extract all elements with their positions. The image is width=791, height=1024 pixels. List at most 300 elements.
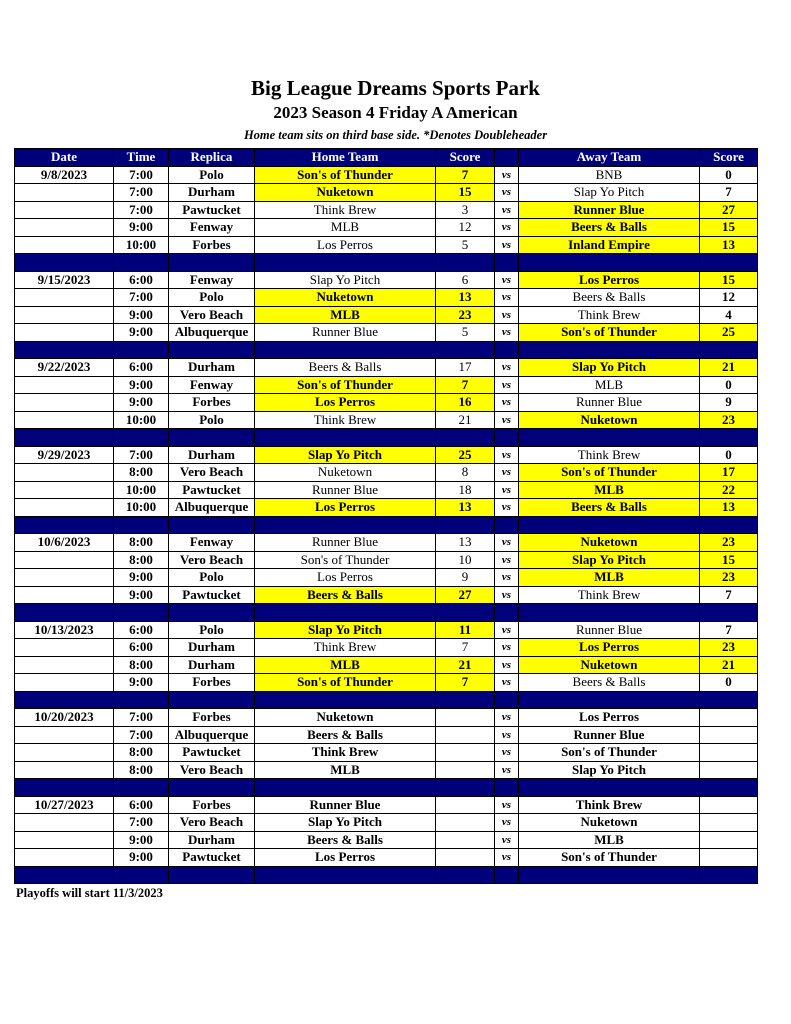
game-date — [15, 744, 114, 762]
away-team: Nuketown — [519, 411, 700, 429]
game-date — [15, 499, 114, 517]
game-date — [15, 639, 114, 657]
game-time: 8:00 — [114, 656, 169, 674]
away-score — [700, 744, 758, 762]
table-row — [15, 271, 758, 289]
home-score: 7 — [436, 674, 495, 692]
game-time: 6:00 — [114, 621, 169, 639]
away-team: Los Perros — [519, 709, 700, 727]
away-score: 0 — [700, 376, 758, 394]
vs-label: vs — [495, 586, 519, 604]
game-replica: Fenway — [169, 219, 255, 237]
table-row — [15, 621, 758, 639]
game-time: 9:00 — [114, 219, 169, 237]
vs-label: vs — [495, 289, 519, 307]
away-score: 27 — [700, 201, 758, 219]
game-date — [15, 569, 114, 587]
table-row — [15, 359, 758, 377]
game-replica: Vero Beach — [169, 814, 255, 832]
separator-cell — [700, 691, 758, 709]
col-header-away-score: Score — [700, 149, 758, 167]
game-date: 10/27/2023 — [15, 796, 114, 814]
game-time: 7:00 — [114, 289, 169, 307]
vs-label: vs — [495, 499, 519, 517]
away-team: Son's of Thunder — [519, 849, 700, 867]
home-team: Los Perros — [255, 849, 436, 867]
vs-label: vs — [495, 761, 519, 779]
away-score: 15 — [700, 271, 758, 289]
away-score: 0 — [700, 446, 758, 464]
table-row — [15, 376, 758, 394]
home-team: Los Perros — [255, 394, 436, 412]
separator-cell — [15, 254, 114, 272]
away-team: Son's of Thunder — [519, 324, 700, 342]
vs-label: vs — [495, 464, 519, 482]
game-date — [15, 236, 114, 254]
game-replica: Durham — [169, 831, 255, 849]
home-team: Nuketown — [255, 184, 436, 202]
table-row — [15, 796, 758, 814]
table-header-row — [15, 149, 758, 167]
separator-cell — [700, 429, 758, 447]
vs-label: vs — [495, 709, 519, 727]
col-header-replica: Replica — [169, 149, 255, 167]
home-score: 10 — [436, 551, 495, 569]
away-team: Runner Blue — [519, 621, 700, 639]
separator-cell — [169, 341, 255, 359]
separator-cell — [169, 779, 255, 797]
table-row — [15, 184, 758, 202]
vs-label: vs — [495, 534, 519, 552]
week-separator — [15, 779, 758, 797]
away-score: 25 — [700, 324, 758, 342]
away-team: Nuketown — [519, 656, 700, 674]
game-replica: Forbes — [169, 394, 255, 412]
home-team: Think Brew — [255, 201, 436, 219]
game-replica: Polo — [169, 411, 255, 429]
game-replica: Forbes — [169, 674, 255, 692]
game-time: 10:00 — [114, 411, 169, 429]
game-replica: Pawtucket — [169, 586, 255, 604]
home-score: 5 — [436, 236, 495, 254]
game-replica: Polo — [169, 569, 255, 587]
separator-cell — [700, 254, 758, 272]
game-date: 9/29/2023 — [15, 446, 114, 464]
separator-cell — [255, 866, 436, 884]
away-score: 13 — [700, 236, 758, 254]
vs-label: vs — [495, 236, 519, 254]
away-team: Runner Blue — [519, 394, 700, 412]
separator-cell — [436, 779, 495, 797]
home-score — [436, 849, 495, 867]
separator-cell — [255, 516, 436, 534]
separator-cell — [15, 779, 114, 797]
table-row — [15, 306, 758, 324]
home-score: 7 — [436, 376, 495, 394]
game-replica: Polo — [169, 289, 255, 307]
separator-cell — [114, 691, 169, 709]
game-date — [15, 289, 114, 307]
game-date — [15, 394, 114, 412]
game-replica: Forbes — [169, 709, 255, 727]
game-replica: Fenway — [169, 271, 255, 289]
game-time: 8:00 — [114, 551, 169, 569]
game-time: 7:00 — [114, 814, 169, 832]
table-row — [15, 499, 758, 517]
game-time: 9:00 — [114, 831, 169, 849]
home-team: MLB — [255, 761, 436, 779]
separator-cell — [255, 604, 436, 622]
home-score — [436, 761, 495, 779]
game-replica: Pawtucket — [169, 849, 255, 867]
table-row — [15, 236, 758, 254]
away-team: Beers & Balls — [519, 674, 700, 692]
separator-cell — [495, 516, 519, 534]
away-team: Think Brew — [519, 586, 700, 604]
table-row — [15, 709, 758, 727]
game-date — [15, 586, 114, 604]
page-subtitle: 2023 Season 4 Friday A American — [273, 103, 518, 122]
vs-label: vs — [495, 814, 519, 832]
game-replica: Albuquerque — [169, 726, 255, 744]
away-score: 17 — [700, 464, 758, 482]
away-score: 0 — [700, 166, 758, 184]
away-team: Beers & Balls — [519, 219, 700, 237]
away-team: Runner Blue — [519, 201, 700, 219]
schedule-body — [15, 166, 758, 884]
away-score — [700, 709, 758, 727]
game-date: 9/8/2023 — [15, 166, 114, 184]
home-team: Think Brew — [255, 639, 436, 657]
home-team: Runner Blue — [255, 481, 436, 499]
home-team: Slap Yo Pitch — [255, 271, 436, 289]
away-team: Beers & Balls — [519, 289, 700, 307]
home-score: 3 — [436, 201, 495, 219]
game-time: 7:00 — [114, 201, 169, 219]
week-separator — [15, 254, 758, 272]
away-score — [700, 726, 758, 744]
away-team: MLB — [519, 376, 700, 394]
table-row — [15, 831, 758, 849]
separator-cell — [169, 254, 255, 272]
away-score: 4 — [700, 306, 758, 324]
separator-cell — [519, 691, 700, 709]
away-team: Slap Yo Pitch — [519, 761, 700, 779]
week-separator — [15, 691, 758, 709]
separator-cell — [114, 866, 169, 884]
game-replica: Vero Beach — [169, 551, 255, 569]
table-row — [15, 481, 758, 499]
home-score: 11 — [436, 621, 495, 639]
home-score: 8 — [436, 464, 495, 482]
game-time: 9:00 — [114, 394, 169, 412]
home-score: 13 — [436, 289, 495, 307]
game-date — [15, 814, 114, 832]
game-replica: Pawtucket — [169, 481, 255, 499]
game-date: 10/6/2023 — [15, 534, 114, 552]
vs-label: vs — [495, 744, 519, 762]
col-header-home-team: Home Team — [255, 149, 436, 167]
game-time: 7:00 — [114, 446, 169, 464]
away-score — [700, 831, 758, 849]
vs-label: vs — [495, 411, 519, 429]
game-date — [15, 306, 114, 324]
away-team: Son's of Thunder — [519, 744, 700, 762]
away-score: 22 — [700, 481, 758, 499]
vs-label: vs — [495, 271, 519, 289]
away-team: Slap Yo Pitch — [519, 184, 700, 202]
vs-label: vs — [495, 446, 519, 464]
game-time: 6:00 — [114, 359, 169, 377]
home-score: 23 — [436, 306, 495, 324]
game-date — [15, 464, 114, 482]
schedule-table — [14, 148, 758, 884]
vs-label: vs — [495, 201, 519, 219]
separator-cell — [255, 254, 436, 272]
away-score: 23 — [700, 411, 758, 429]
game-time: 8:00 — [114, 744, 169, 762]
separator-cell — [114, 254, 169, 272]
home-team: Think Brew — [255, 411, 436, 429]
vs-label: vs — [495, 359, 519, 377]
home-team: Nuketown — [255, 709, 436, 727]
away-team: Los Perros — [519, 639, 700, 657]
vs-label: vs — [495, 726, 519, 744]
separator-cell — [114, 779, 169, 797]
table-row — [15, 639, 758, 657]
separator-cell — [519, 429, 700, 447]
away-score — [700, 761, 758, 779]
home-score: 27 — [436, 586, 495, 604]
home-score: 9 — [436, 569, 495, 587]
col-header-vs — [495, 149, 519, 167]
vs-label: vs — [495, 166, 519, 184]
col-header-home-score: Score — [436, 149, 495, 167]
home-score — [436, 814, 495, 832]
game-date — [15, 849, 114, 867]
separator-cell — [700, 341, 758, 359]
game-replica: Durham — [169, 359, 255, 377]
game-time: 10:00 — [114, 499, 169, 517]
game-time: 8:00 — [114, 464, 169, 482]
game-time: 6:00 — [114, 271, 169, 289]
home-score: 18 — [436, 481, 495, 499]
home-team: Slap Yo Pitch — [255, 814, 436, 832]
game-replica: Durham — [169, 446, 255, 464]
vs-label: vs — [495, 306, 519, 324]
away-score: 21 — [700, 359, 758, 377]
separator-cell — [436, 341, 495, 359]
separator-cell — [495, 779, 519, 797]
game-replica: Durham — [169, 184, 255, 202]
separator-cell — [436, 254, 495, 272]
away-score: 23 — [700, 569, 758, 587]
table-row — [15, 674, 758, 692]
home-score — [436, 796, 495, 814]
home-score: 13 — [436, 499, 495, 517]
table-row — [15, 744, 758, 762]
home-team: Runner Blue — [255, 796, 436, 814]
separator-cell — [700, 516, 758, 534]
table-row — [15, 411, 758, 429]
away-score: 7 — [700, 621, 758, 639]
vs-label: vs — [495, 831, 519, 849]
game-replica: Durham — [169, 656, 255, 674]
table-row — [15, 394, 758, 412]
table-row — [15, 289, 758, 307]
separator-cell — [436, 691, 495, 709]
game-replica: Albuquerque — [169, 324, 255, 342]
home-score: 12 — [436, 219, 495, 237]
page-note: Home team sits on third base side. *Denotes Doubleheader — [243, 128, 548, 142]
away-score: 13 — [700, 499, 758, 517]
game-date — [15, 324, 114, 342]
home-score: 15 — [436, 184, 495, 202]
separator-cell — [15, 429, 114, 447]
separator-cell — [519, 254, 700, 272]
home-score: 21 — [436, 656, 495, 674]
game-time: 9:00 — [114, 586, 169, 604]
vs-label: vs — [495, 796, 519, 814]
separator-cell — [114, 516, 169, 534]
table-row — [15, 586, 758, 604]
separator-cell — [495, 341, 519, 359]
table-row — [15, 849, 758, 867]
home-team: Beers & Balls — [255, 726, 436, 744]
home-team: Son's of Thunder — [255, 674, 436, 692]
week-separator — [15, 341, 758, 359]
table-row — [15, 814, 758, 832]
game-time: 9:00 — [114, 569, 169, 587]
table-row — [15, 569, 758, 587]
game-date: 10/20/2023 — [15, 709, 114, 727]
home-team: Think Brew — [255, 744, 436, 762]
table-row — [15, 551, 758, 569]
home-team: MLB — [255, 306, 436, 324]
separator-cell — [436, 429, 495, 447]
vs-label: vs — [495, 394, 519, 412]
separator-cell — [495, 866, 519, 884]
away-team: Slap Yo Pitch — [519, 551, 700, 569]
away-score — [700, 814, 758, 832]
week-separator — [15, 866, 758, 884]
home-team: Runner Blue — [255, 534, 436, 552]
away-score: 9 — [700, 394, 758, 412]
game-time: 7:00 — [114, 726, 169, 744]
game-replica: Vero Beach — [169, 761, 255, 779]
week-separator — [15, 604, 758, 622]
away-team: Nuketown — [519, 534, 700, 552]
game-replica: Vero Beach — [169, 464, 255, 482]
game-date — [15, 201, 114, 219]
table-row — [15, 166, 758, 184]
table-row — [15, 761, 758, 779]
away-team: Los Perros — [519, 271, 700, 289]
table-row — [15, 324, 758, 342]
separator-cell — [519, 341, 700, 359]
game-time: 10:00 — [114, 236, 169, 254]
home-score: 25 — [436, 446, 495, 464]
separator-cell — [114, 604, 169, 622]
separator-cell — [169, 516, 255, 534]
table-row — [15, 726, 758, 744]
home-score — [436, 709, 495, 727]
separator-cell — [169, 604, 255, 622]
home-team: Slap Yo Pitch — [255, 446, 436, 464]
separator-cell — [15, 866, 114, 884]
home-score — [436, 726, 495, 744]
game-replica: Fenway — [169, 376, 255, 394]
away-team: Nuketown — [519, 814, 700, 832]
game-replica: Pawtucket — [169, 201, 255, 219]
vs-label: vs — [495, 376, 519, 394]
away-team: Runner Blue — [519, 726, 700, 744]
separator-cell — [15, 516, 114, 534]
separator-cell — [519, 779, 700, 797]
game-time: 6:00 — [114, 796, 169, 814]
separator-cell — [255, 691, 436, 709]
home-team: Beers & Balls — [255, 831, 436, 849]
vs-label: vs — [495, 656, 519, 674]
vs-label: vs — [495, 324, 519, 342]
week-separator — [15, 429, 758, 447]
game-date: 10/13/2023 — [15, 621, 114, 639]
game-date — [15, 761, 114, 779]
home-team: Nuketown — [255, 289, 436, 307]
away-team: MLB — [519, 831, 700, 849]
away-score: 23 — [700, 534, 758, 552]
home-score: 16 — [436, 394, 495, 412]
game-time: 8:00 — [114, 534, 169, 552]
vs-label: vs — [495, 849, 519, 867]
home-team: MLB — [255, 219, 436, 237]
away-score: 7 — [700, 586, 758, 604]
separator-cell — [255, 429, 436, 447]
separator-cell — [114, 429, 169, 447]
game-replica: Forbes — [169, 796, 255, 814]
separator-cell — [519, 866, 700, 884]
home-score: 13 — [436, 534, 495, 552]
game-time: 7:00 — [114, 166, 169, 184]
away-score: 15 — [700, 219, 758, 237]
away-team: MLB — [519, 481, 700, 499]
game-date — [15, 184, 114, 202]
separator-cell — [495, 691, 519, 709]
game-date — [15, 551, 114, 569]
vs-label: vs — [495, 621, 519, 639]
separator-cell — [169, 866, 255, 884]
home-team: Los Perros — [255, 569, 436, 587]
game-time: 8:00 — [114, 761, 169, 779]
playoffs-note: Playoffs will start 11/3/2023 — [16, 886, 163, 900]
separator-cell — [700, 604, 758, 622]
away-team: Beers & Balls — [519, 499, 700, 517]
away-score: 23 — [700, 639, 758, 657]
game-replica: Polo — [169, 166, 255, 184]
game-date — [15, 376, 114, 394]
game-date — [15, 411, 114, 429]
game-date — [15, 219, 114, 237]
game-time: 9:00 — [114, 376, 169, 394]
game-date: 9/15/2023 — [15, 271, 114, 289]
separator-cell — [15, 691, 114, 709]
vs-label: vs — [495, 674, 519, 692]
away-score: 12 — [700, 289, 758, 307]
game-replica: Vero Beach — [169, 306, 255, 324]
home-team: Runner Blue — [255, 324, 436, 342]
week-separator — [15, 516, 758, 534]
separator-cell — [700, 866, 758, 884]
